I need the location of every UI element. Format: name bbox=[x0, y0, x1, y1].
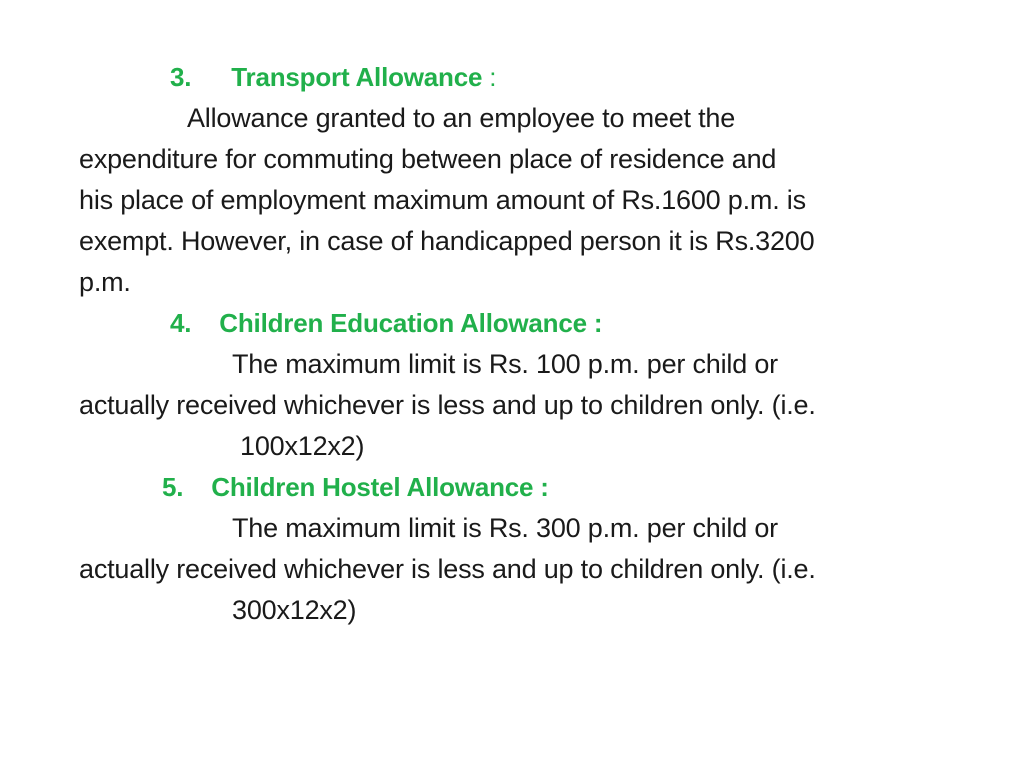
section-3-line-2: expenditure for commuting between place of residence and bbox=[79, 144, 777, 174]
section-3-number: 3. bbox=[170, 62, 192, 92]
section-4-line-2: actually received whichever is less and up to children only. (i.e. bbox=[79, 390, 816, 420]
section-4-title: Children Education Allowance : bbox=[219, 308, 603, 338]
section-3-heading bbox=[170, 57, 496, 98]
section-4-line-1: The maximum limit is Rs. 100 p.m. per child or bbox=[232, 349, 778, 379]
section-5-heading bbox=[162, 467, 549, 508]
section-3-line-5: p.m. bbox=[79, 267, 131, 297]
section-5-line-3: 300x12x2) bbox=[232, 595, 357, 625]
section-3-line-1: Allowance granted to an employee to meet the bbox=[187, 103, 736, 133]
section-5-title: Children Hostel Allowance : bbox=[211, 472, 549, 502]
section-4-heading bbox=[170, 303, 602, 344]
section-3-line-3: his place of employment maximum amount of Rs.1600 p.m. is bbox=[79, 185, 806, 215]
section-5-line-2: actually received whichever is less and up to children only. (i.e. bbox=[79, 554, 816, 584]
section-3-title-suffix: : bbox=[489, 62, 497, 92]
section-5-number: 5. bbox=[162, 472, 184, 502]
section-3-line-4: exempt. However, in case of handicapped person it is Rs.3200 bbox=[79, 226, 815, 256]
section-4-number: 4. bbox=[170, 308, 192, 338]
section-3-title: Transport Allowance bbox=[231, 62, 483, 92]
section-4-line-3: 100x12x2) bbox=[240, 431, 365, 461]
section-5-line-1: The maximum limit is Rs. 300 p.m. per child or bbox=[232, 513, 778, 543]
